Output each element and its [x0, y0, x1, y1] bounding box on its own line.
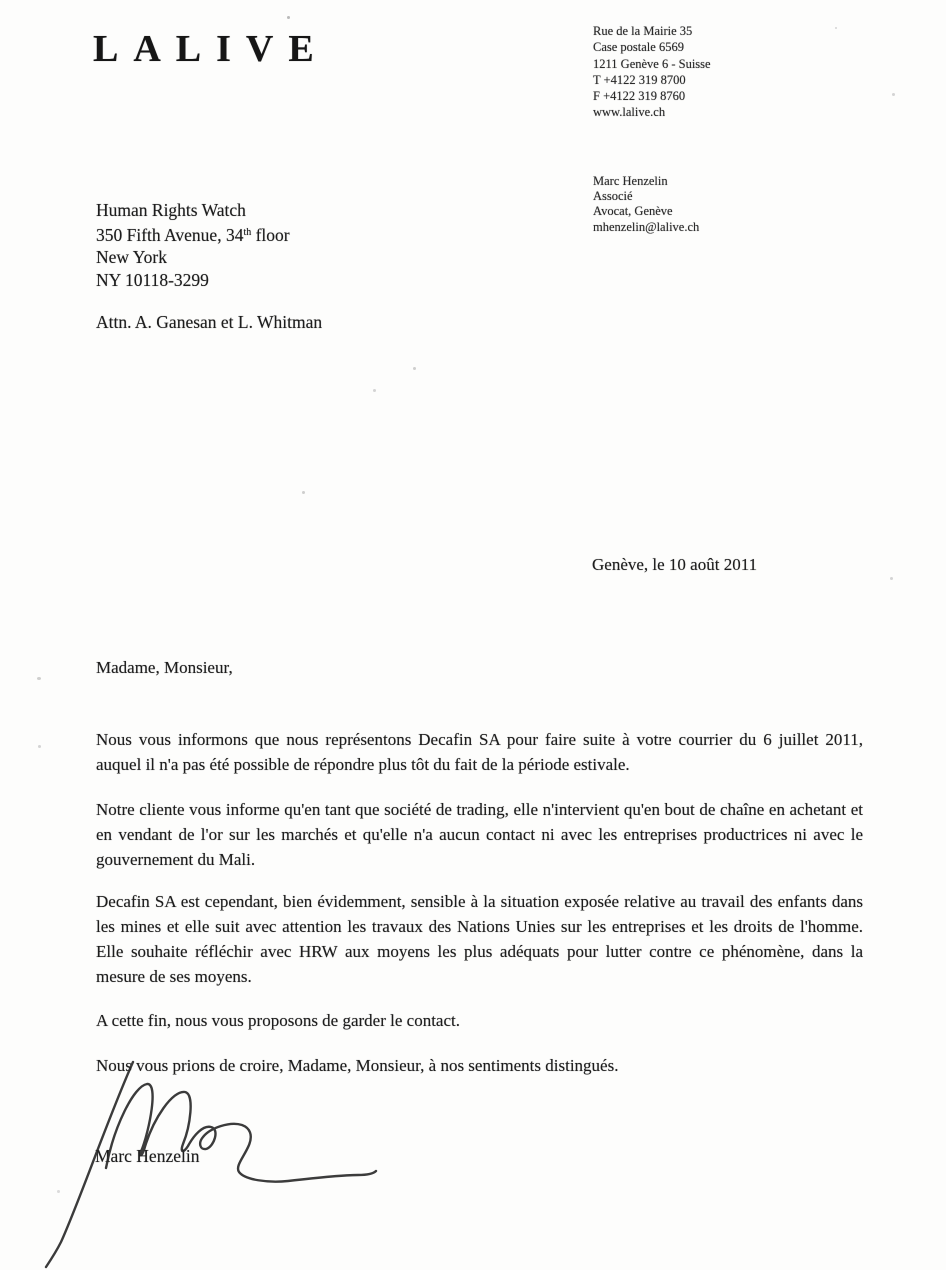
scan-speck: [57, 1190, 60, 1193]
scan-speck: [302, 491, 305, 494]
date-line: Genève, le 10 août 2011: [592, 555, 758, 574]
scan-speck: [38, 745, 41, 748]
attention-line: Attn. A. Ganesan et L. Whitman: [96, 312, 323, 332]
contact-title: Associé: [593, 189, 633, 204]
body-paragraph-4: A cette fin, nous vous proposons de garder le contact.: [96, 1011, 460, 1030]
scan-speck: [287, 16, 290, 19]
recipient-postal: NY 10118-3299: [96, 269, 209, 290]
signature-name: Marc Henzelin: [95, 1146, 200, 1166]
recipient-block: [96, 199, 290, 291]
recipient-name: Human Rights Watch: [96, 200, 246, 220]
scan-speck: [835, 27, 837, 29]
scan-speck: [373, 389, 376, 392]
signature-image: [36, 1054, 388, 1270]
firm-phone-line: T +4122 319 8700: [593, 72, 686, 87]
body-paragraph-2: Notre cliente vous informe qu'en tant que société de trading, elle n'intervient qu'en bout de chaîne en achetant et en vendant de l'or sur les marchés et qu'elle n'a aucun contact ni avec les entreprises productrices ni avec le gouvernement du Mali.: [96, 800, 863, 869]
contact-block: [593, 174, 699, 235]
firm-address-line: Case postale 6569: [593, 40, 684, 55]
scan-speck: [890, 577, 893, 580]
firm-logo: LALIVE: [93, 28, 329, 70]
firm-address-line: Rue de la Mairie 35: [593, 24, 693, 38]
body-paragraph-1: Nous vous informons que nous représentons Decafin SA pour faire suite à votre courrier du 6 juillet 2011, auquel il n'a pas été possible de répondre plus tôt du fait de la période estivale.: [96, 730, 863, 774]
recipient-city: New York: [96, 247, 167, 268]
recipient-street: [96, 222, 290, 247]
firm-website: www.lalive.ch: [593, 105, 666, 120]
firm-address-line: 1211 Genève 6 - Suisse: [593, 56, 711, 71]
salutation: Madame, Monsieur,: [96, 658, 233, 677]
contact-role: Avocat, Genève: [593, 204, 673, 219]
scan-speck: [413, 367, 416, 370]
recipient-street-floor: floor: [251, 224, 290, 245]
firm-address-block: [593, 23, 711, 121]
contact-email: mhenzelin@lalive.ch: [593, 219, 700, 234]
signature-stroke-scrawl: [106, 1084, 376, 1182]
signature-stroke-diagonal: [46, 1062, 133, 1267]
closing-paragraph: Nous vous prions de croire, Madame, Monsieur, à nos sentiments distingués.: [96, 1056, 619, 1075]
recipient-street-number: 350 Fifth Avenue, 34: [96, 224, 244, 245]
contact-name: Marc Henzelin: [593, 174, 668, 188]
scan-speck: [37, 677, 41, 680]
recipient-street-ordinal: th: [243, 226, 252, 238]
scan-speck: [892, 93, 895, 96]
body-paragraph-3: Decafin SA est cependant, bien évidemment, sensible à la situation exposée relative au travail des enfants dans les mines et elle suit avec attention les travaux des Nations Unies sur les entreprises et les droits de l'homme. Elle souhaite réfléchir avec HRW aux moyens les plus adéquats pour lutter contre ce phénomène, dans la mesure de ses moyens.: [96, 892, 863, 986]
firm-fax-line: F +4122 319 8760: [593, 89, 686, 104]
